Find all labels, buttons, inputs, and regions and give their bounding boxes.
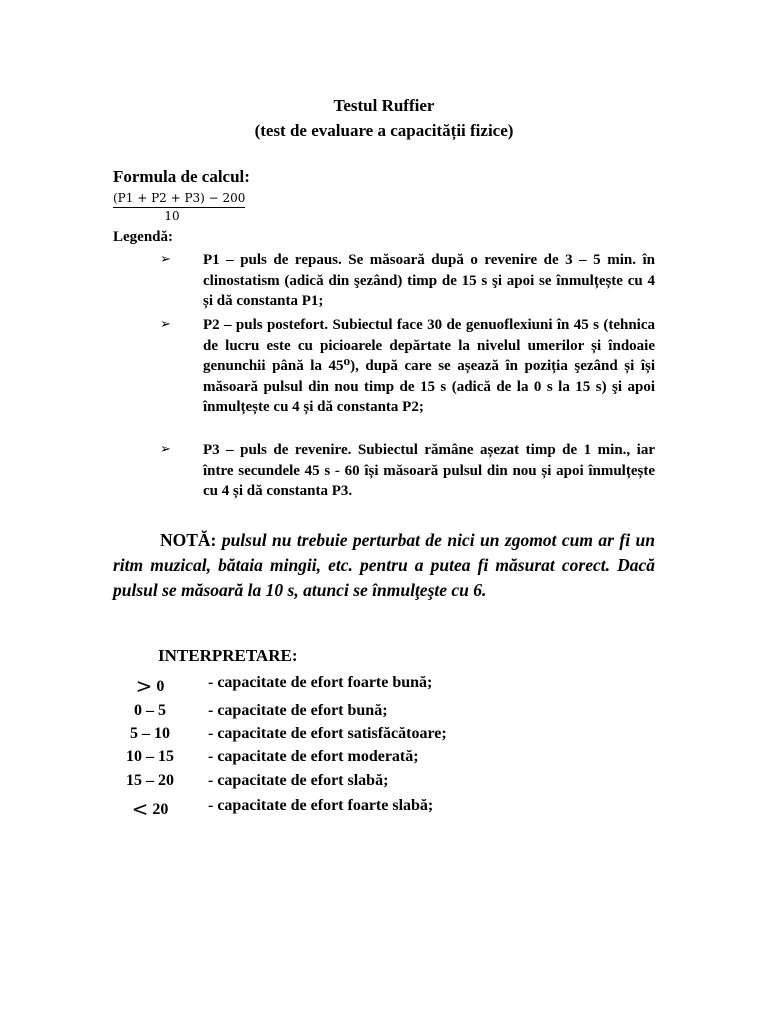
note-paragraph — [113, 528, 655, 603]
greater-than-symbol: > — [135, 674, 153, 698]
legend-item-text: P1 – puls de repaus. Se măsoară după o revenire de 3 – 5 min. în clinostatism (adică din şezând) timp de 15 s şi apoi se înmulțește cu 4 și dă constanta P1; — [203, 252, 655, 309]
range-value: 10 – 15 — [126, 748, 174, 765]
formula-denominator: 10 — [164, 209, 180, 223]
range-value: > 0 — [135, 674, 165, 698]
interpretation-heading: INTERPRETARE: — [158, 646, 298, 665]
note-lead: NOTĂ: — [160, 530, 222, 550]
page-subtitle: (test de evaluare a capacității fizice) — [254, 121, 514, 140]
range-description: - capacitate de efort foarte bună; — [208, 674, 433, 691]
arrowhead-bullet-icon: ➢ — [160, 252, 171, 267]
less-than-symbol: < — [131, 797, 149, 821]
formula-label: Formula de calcul: — [113, 167, 250, 186]
legend-item-text: P2 – puls postefort. Subiectul face 30 de genuoflexiuni în 45 s (tehnica de lucru este cu picioarele depărtate la nivelul umerilor și îndoaie genunchii până la 45⁰), după care se așează în poziția şezând și își măsoară pulsul din nou timp de 15 s (adică de la 0 s la 15 s) şi apoi înmulțește cu 4 și dă constanta P2; — [203, 317, 655, 415]
formula-numerator: (P1 + P2 + P3) − 200 — [113, 191, 246, 205]
legend-label: Legendă: — [113, 229, 173, 245]
page-title: Testul Ruffier — [333, 96, 435, 115]
arrowhead-bullet-icon: ➢ — [160, 442, 171, 457]
range-description: - capacitate de efort moderată; — [208, 748, 419, 765]
range-description: - capacitate de efort bună; — [208, 702, 388, 719]
range-value: < 20 — [131, 797, 169, 821]
legend-item-text: P3 – puls de revenire. Subiectul rămâne așezat timp de 1 min., iar între secundele 45 s - 60 își măsoară pulsul din nou și apoi înmulțește cu 4 și dă constanta P3. — [203, 442, 655, 499]
range-description: - capacitate de efort slabă; — [208, 772, 389, 789]
note-body: pulsul nu trebuie perturbat de nici un zgomot cum ar fi un ritm muzical, bătaia mingii, etc. pentru a putea fi măsurat corect. Dacă pulsul se măsoară la 10 s, atunci se înmulţeşte cu 6. — [113, 530, 655, 600]
range-value: 5 – 10 — [130, 725, 170, 742]
range-description: - capacitate de efort satisfăcătoare; — [208, 725, 447, 742]
formula-fraction — [113, 190, 245, 224]
range-description: - capacitate de efort foarte slabă; — [208, 797, 434, 814]
arrowhead-bullet-icon: ➢ — [160, 317, 171, 332]
range-value: 0 – 5 — [134, 702, 166, 719]
range-value: 15 – 20 — [126, 772, 174, 789]
